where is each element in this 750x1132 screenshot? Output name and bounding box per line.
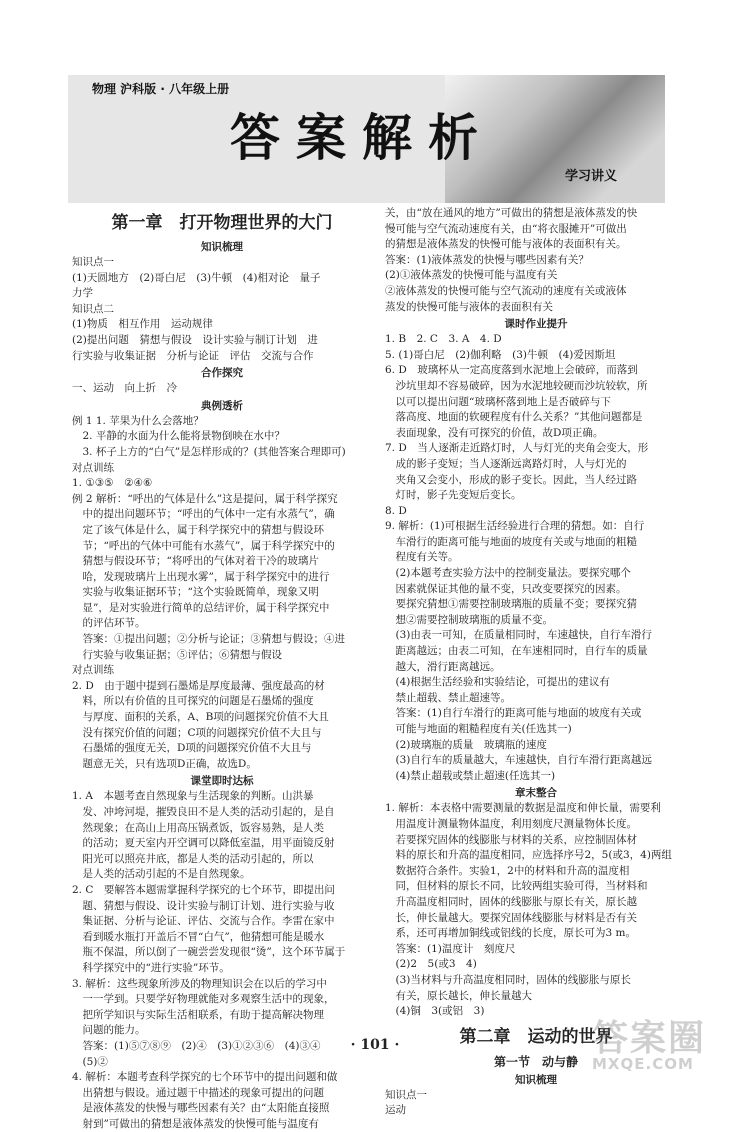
section-heading: 知识梳理: [515, 1073, 557, 1086]
watermark-url: MXQE.COM: [592, 1055, 694, 1073]
right-column: [385, 206, 687, 1119]
watermark-text: 答案圈: [592, 1018, 707, 1059]
section-heading: 典例透析: [201, 399, 243, 412]
section-title: 第一节 动与静: [493, 1054, 578, 1069]
subtitle: 学习讲义: [565, 169, 618, 184]
section-heading: 课时作业提升: [504, 318, 568, 331]
section-heading: 合作探究: [201, 367, 243, 380]
left-column: [72, 206, 372, 1132]
section-heading: 课堂即时达标: [190, 775, 254, 788]
text-block: 例 1 1. 苹果为什么会落地？ 2. 平静的水面为什么能将景物倒映在水中？ 3. 杯子上方的“白气”是怎样形成的？(其他答案合理即可) 对点训练 1. ①③⑤ ②④⑥ 例 2 解析：“呼出的气体是什么”这是提问，属于科学探究 中的提出问题环节；“呼出的气体中一定有水蒸气”，确 定了该气体是什么，属于科学探究中的猜想与假设环 节；“呼出的气体中可能有水蒸气”，属于科学探究中的 猜想与假设环节；“将呼出的气体对着干冷的玻璃片 哈，发现玻璃片上出现水雾”，属于科学探究中的进行 实验与收集证据环节；“这个实验既简单，现象又明 显”，是对实验进行简单的总结评价，属于科学探究中 的评估环节。 答案：①提出问题；②分析与论证；③猜想与假设；④进 行实验与收集证据；⑤评估；⑥猜想与假设 对点训练 2. D 由于题中提到石墨烯是厚度最薄、强度最高的材 料，所以有价值的且可探究的问题是石墨烯的强度 与厚度、面积的关系，A、B项的问题探究价值不大且 没有探究价值的问题；C项的问题探究价值不大且与 石墨烯的强度无关，D项的问题探究价值不大且与 题意无关，只有选项D正确，故选D。: [72, 414, 346, 770]
page-title: 答案解析: [230, 109, 494, 167]
section-heading: 知识梳理: [201, 241, 243, 253]
text-block: 1. B 2. C 3. A 4. D 5. (1)哥白尼 (2)伽利略 (3)牛顿 (4)爱因斯坦 6. D 玻璃杯从一定高度落到水泥地上会破碎，而落到 沙坑里却不容易破碎，因为水泥地较硬而沙坑较软，所 以可以提出问题“玻璃杯落到地上是否破碎与下 落高度、地面的软硬程度有什么关系？”其他问题都是 表面现象，没有可探究的价值，故D项正确。 7. D 当人逐渐走近路灯时，人与灯光的夹角会变大，形 成的影子变短；当人逐渐远离路灯时，人与灯光的 夹角又会变小，形成的影子变长。因此，当人经过路 灯时，影子先变短后变长。 8. D 9. 解析：(1)可根据生活经验进行合理的猜想。如：自行 车滑行的距离可能与地面的坡度有关或与地面的粗糙 程度有关等。 (2)本题考查实验方法中的控制变量法。要探究哪个 因素就保证其他的量不变，只改变要探究的因素。 要探究猜想①需要控制玻璃瓶的质量不变；要探究猜 想②需要控制玻璃瓶的质量不变。 (3)由表一可知，在质量相同时，车速越快，自行车滑行 距离越远；由表二可知，在车速相同时，自行车的质量 越大，滑行距离越远。 (4)根据生活经验和实验结论，可提出的建议有 禁止超载、禁止超速等。 答案：(1)自行车滑行的距离可能与地面的坡度有关或 可能与地面的粗糙程度有关(任选其一) (2)玻璃瓶的质量 玻璃瓶的速度 (3)自行车的质量越大，车速越快，自行车滑行距离越远 (4)禁止超载或禁止超速(任选其一): [385, 333, 652, 782]
text-block: 知识点一 运动: [385, 1088, 427, 1117]
text-block: 一、运动 向上折 冷: [72, 382, 177, 395]
watermark-logo: [592, 1010, 742, 1072]
text-block: 知识点一 (1)天圆地方 (2)哥白尼 (3)牛顿 (4)相对论 量子 力学 知识点二 (1)物质 相互作用 运动规律 (2)提出问题 猜想与假设 设计实验与制订计划 进 行实验与收集证据 分析与论证 评估 交流与合作: [72, 256, 321, 362]
text-block: 1. A 本题考查自然现象与生活现象的判断。山洪暴 发、冲垮河堤，摧毁良田不是人类的活动引起的，是自 然现象；在高山上用高压锅煮饭，饭容易熟，是人类 的活动；夏天室内开空调可以降低室温，用平面镜反射 阳光可以照亮井底，都是人类的活动引起的，所以 是人类的活动引起的不是自然现象。 2. C 要解答本题需掌握科学探究的七个环节，即提出问 题、猜想与假设、设计实验与制订计划、进行实验与收 集证据、分析与论证、评估、交流与合作。李雷在家中 看到暖水瓶打开盖后不冒“白气”，他猜想可能是暖水 瓶不保温，所以倒了一碗尝尝发现很“烫”，这个环节属于 科学探究中的“进行实验”环节。 3. 解析：这些现象所涉及的物理知识会在以后的学习中 一一学到。只要学好物理就能对多观察生活中的现象， 把所学知识与实际生活相联系，有助于提高解决物理 问题的能力。 答案：(1)⑤⑦⑧⑨ (2)④ (3)①②③⑥ (4)③④ (5)② 4. 解析：本题考查科学探究的七个环节中的提出问题和做 出猜想与假设。通过题干中描述的现象可提出的问题 是液体蒸发的快慢与哪些因素有关？由“太阳能直接照 射到”可做出的猜想是液体蒸发的快慢可能与温度有: [72, 790, 346, 1130]
chapter-1-title: 第一章 打开物理世界的大门: [111, 213, 333, 233]
page-number: · 101 ·: [350, 1037, 400, 1053]
text-block: 关，由“放在通风的地方”可做出的猜想是液体蒸发的快 慢可能与空气流动速度有关，由“将衣服摊开”可做出 的猜想是液体蒸发的快慢可能与液体的表面积有关。 答案：(1)液体蒸发的快慢与哪些因素有关？ (2)①液体蒸发的快慢可能与温度有关 ②液体蒸发的快慢可能与空气流动的速度有关或液体 蒸发的快慢可能与液体的表面积有关: [385, 207, 638, 313]
section-heading: 章末整合: [515, 787, 557, 800]
book-series: 物理 沪科版 · 八年级上册: [92, 82, 230, 96]
chapter-2-title: 第二章 运动的世界: [459, 1026, 613, 1047]
text-block: 1. 解析：本表格中需要测量的数据是温度和伸长量，需要利 用温度计测量物体温度，利用刻度尺测量物体长度。 若要探究固体的线膨胀与材料的关系，应控制固体材 料的原长和升高的温度相同，应选择序号2，5(或3，4)两组 数据符合条件。实验1，2中的材料和升高的温度相 同，但材料的原长不同，比较两组实验可得，当材料和 升高温度相同时，固体的线膨胀与原长有关，原长越 长，伸长量越大。要探究固体线膨胀与材料是否有关 系，还可再增加铜线或铝线的长度，原长可为3 m。 答案：(1)温度计 刻度尺 (2)2 5(或3 4) (3)当材料与升高温度相同时，固体的线膨胀与原长 有关，原长越长，伸长量越大 (4)铜 3(或铝 3): [385, 802, 672, 1018]
